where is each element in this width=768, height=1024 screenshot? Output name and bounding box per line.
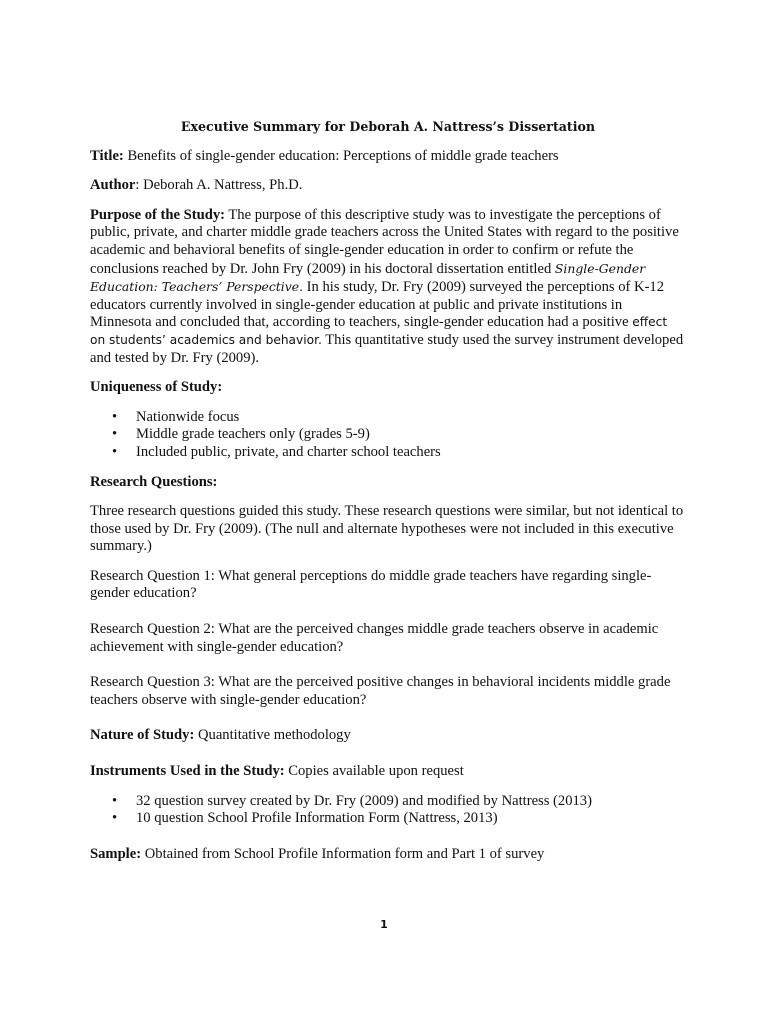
instruments-text: Copies available upon request	[284, 763, 464, 780]
bullet: •	[112, 792, 118, 809]
research-questions-heading: Research Questions:	[90, 473, 218, 490]
author-text: : Deborah A. Nattress, Ph.D.	[135, 177, 303, 194]
research-question-1: Research Question 1: What general perceptions do middle grade teachers have regarding single-gender education?	[90, 567, 652, 602]
title-text: Benefits of single-gender education: Perceptions of middle grade teachers	[127, 147, 559, 164]
instruments-label: Instruments Used in the Study:	[90, 763, 285, 780]
author-label: Author	[90, 177, 136, 194]
bullet: •	[112, 408, 118, 425]
list-item: • Middle grade teachers only (grades 5-9)	[112, 426, 370, 443]
list-item: • Nationwide focus	[112, 408, 240, 425]
uniqueness-list	[90, 409, 686, 462]
research-question-2: Research Question 2: What are the perceived changes middle grade teachers observe in academic achievement with single-gender education?	[90, 621, 659, 655]
page-number: 1	[380, 918, 388, 931]
list-item: • 10 question School Profile Information Form (Nattress, 2013)	[112, 810, 498, 827]
research-question-3: Research Question 3: What are the perceived positive changes in behavioral incidents middle grade teachers observe with single-gender education?	[90, 674, 671, 708]
sample-label: Sample:	[90, 845, 142, 862]
nature-label: Nature of Study:	[90, 727, 195, 744]
sample-paragraph	[90, 846, 686, 864]
purpose-text-2: In his study, Dr. Fry (2009) surveyed the perceptions of K-12 educators currently involved in single-gender education at public and private institutions in Minnesota and concluded that, according to teachers, single-gender education had a positive	[90, 279, 665, 331]
purpose-text-1: The purpose of this descriptive study was to investigate the perceptions of public, private, and charter middle grade teachers across the United States with regard to the positive academic and behavioral benefits of single-gender education in order to confirm or refute the conclusions reached by Dr. John Fry (2009) in his doctoral dissertation entitled	[90, 206, 679, 277]
list-item: • 32 question survey created by Dr. Fry (2009) and modified by Nattress (2013)	[112, 792, 592, 809]
instruments-list	[90, 793, 686, 828]
author-paragraph	[90, 177, 686, 195]
purpose-paragraph	[90, 207, 686, 367]
purpose-label: Purpose of the Study:	[90, 206, 225, 223]
dissertation-title: Single-Gender Education: Teachers’ Perspective.	[90, 260, 646, 295]
sample-text: Obtained from School Profile Information form and Part 1 of survey	[141, 845, 545, 862]
bullet: •	[112, 810, 118, 827]
instruments-paragraph	[90, 763, 686, 781]
research-questions-intro: Three research questions guided this study. These research questions were similar, but not identical to those used by Dr. Fry (2009). (The null and alternate hypotheses were not included in this executive summary.)	[90, 503, 684, 555]
purpose-text-3: This quantitative study used the survey instrument developed and tested by Dr. Fry (2009).	[90, 331, 684, 366]
title-paragraph	[90, 148, 686, 166]
nature-paragraph	[90, 727, 686, 745]
bullet: •	[112, 443, 118, 460]
bullet: •	[112, 426, 118, 443]
effect-phrase: effect on students’ academics and behavior.	[90, 315, 668, 347]
uniqueness-heading: Uniqueness of Study:	[90, 379, 223, 396]
page-heading: Executive Summary for Deborah A. Nattress’s Dissertation	[180, 119, 596, 134]
nature-text: Quantitative methodology	[194, 727, 351, 744]
document-body	[90, 118, 686, 875]
list-item: • Included public, private, and charter school teachers	[112, 443, 441, 460]
title-label: Title:	[90, 147, 124, 164]
